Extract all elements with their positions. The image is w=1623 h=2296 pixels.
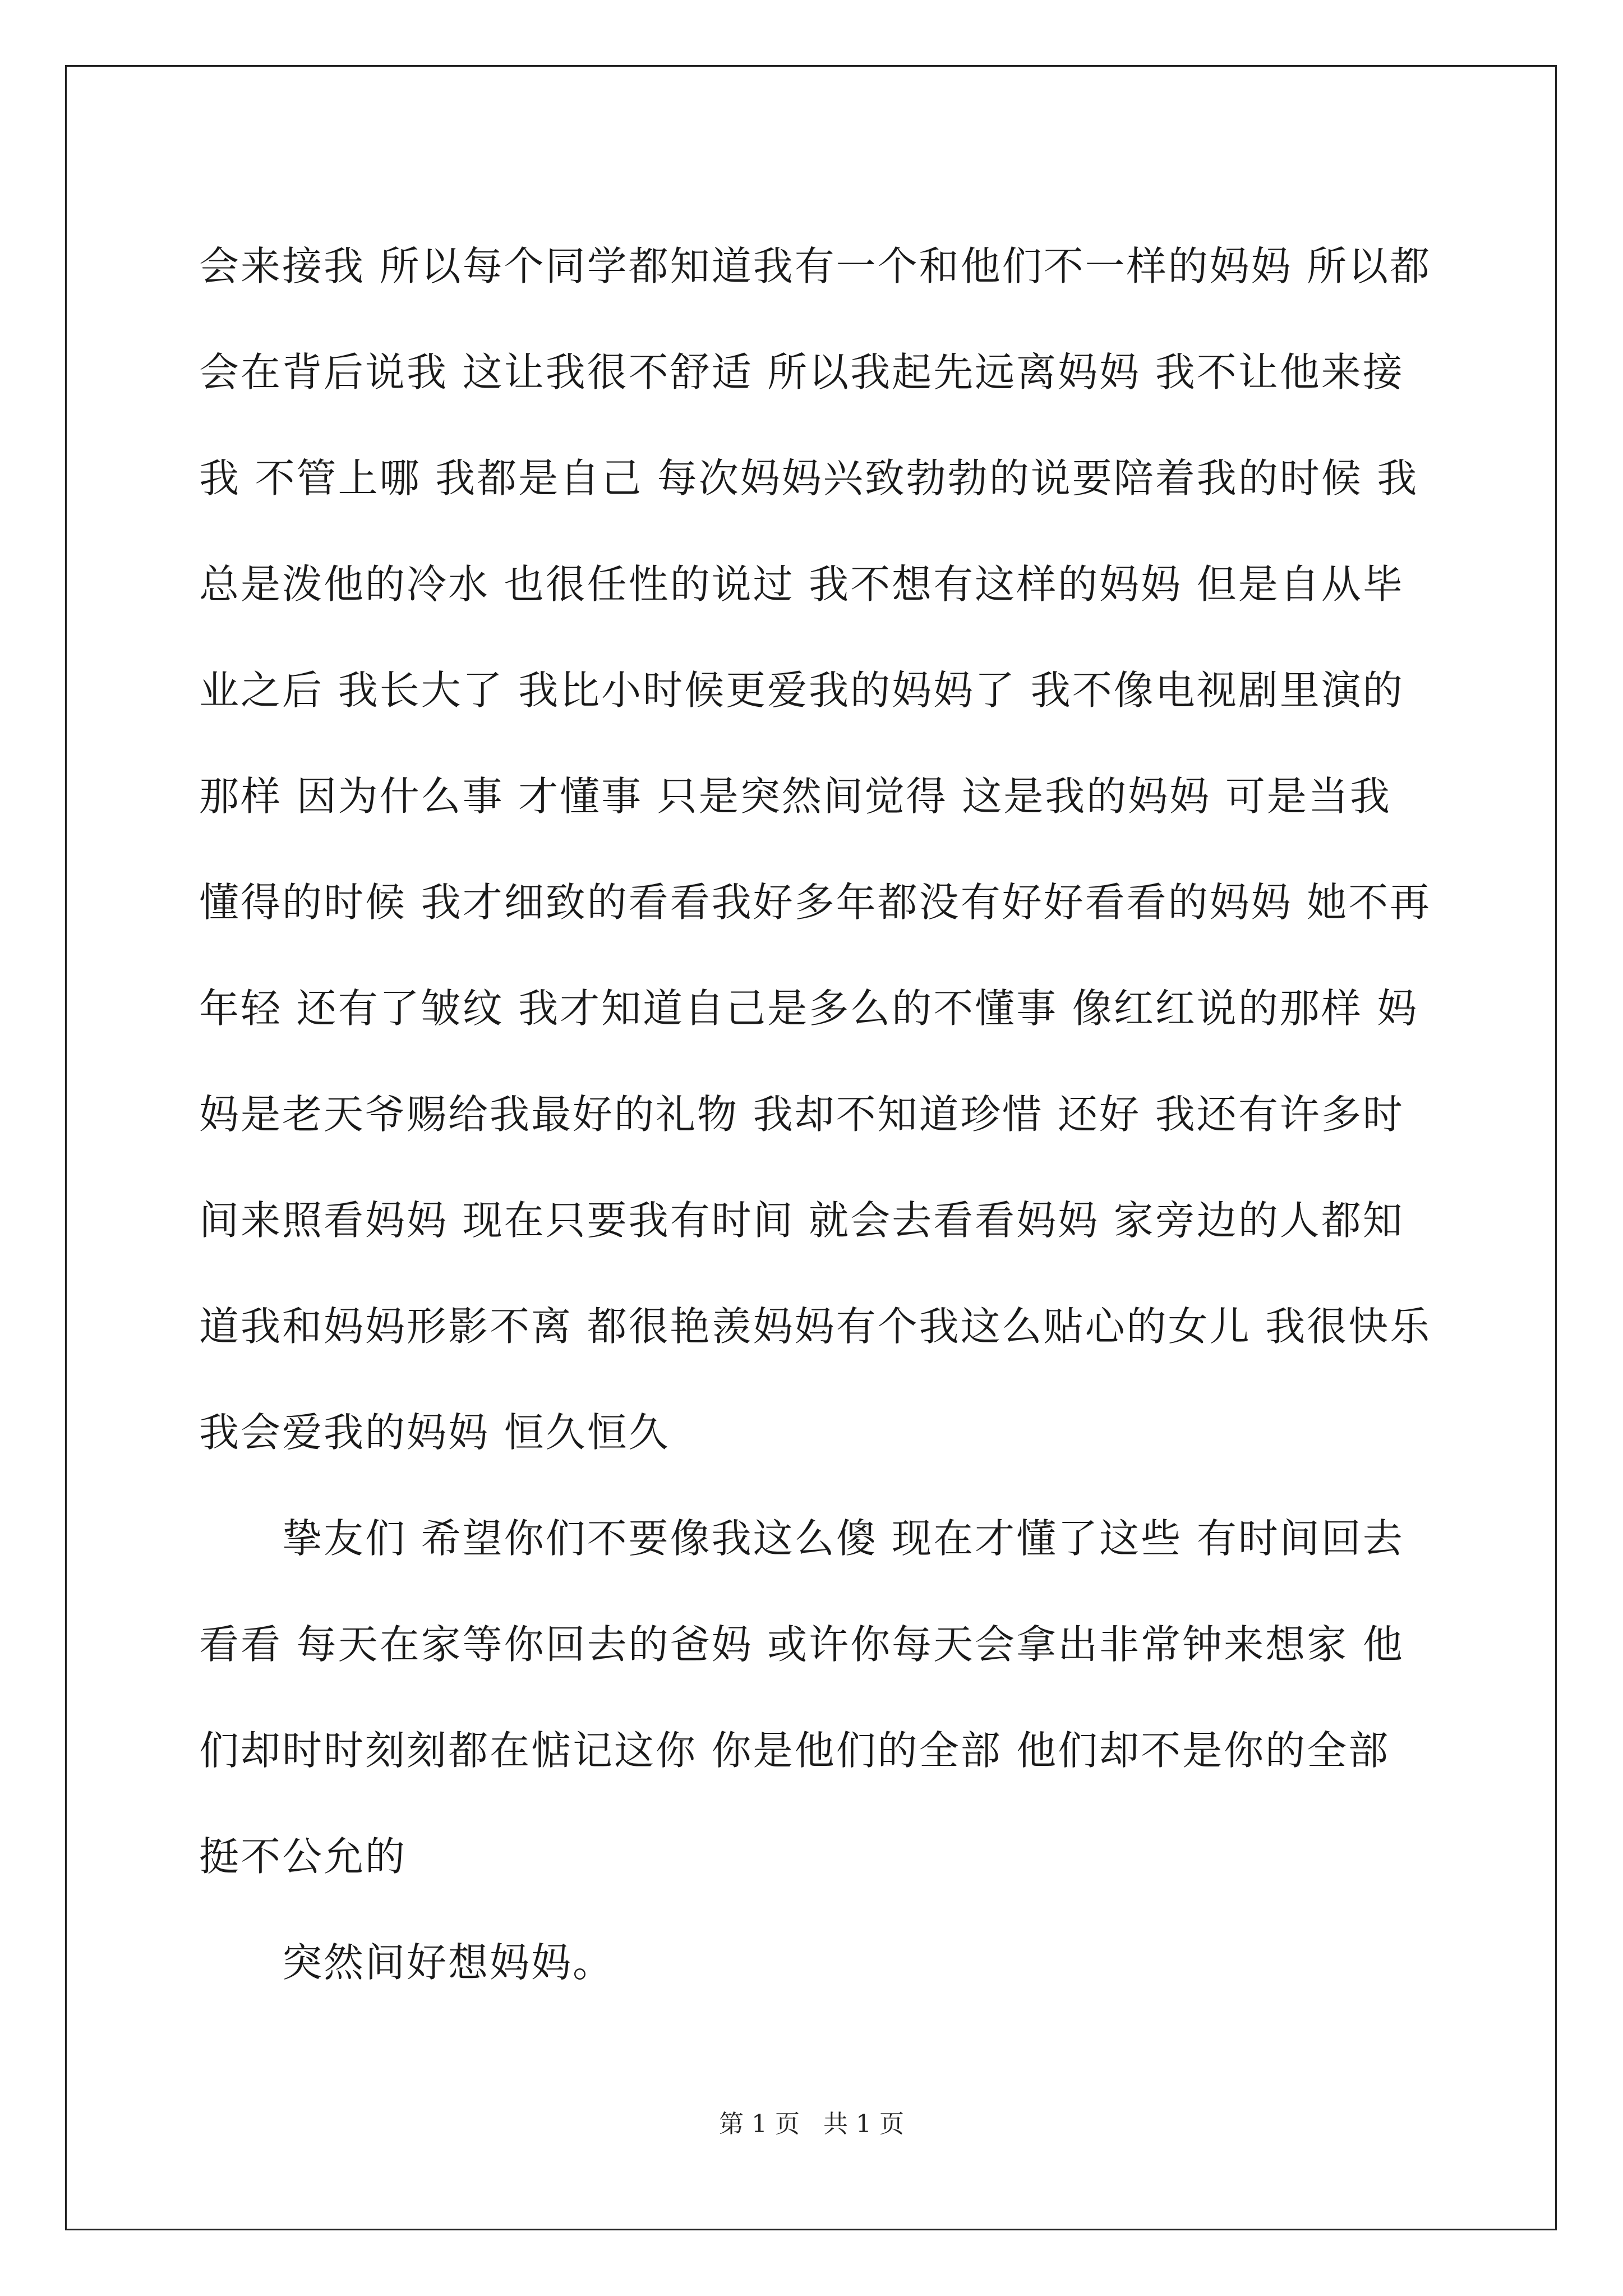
paragraph-1-line-8: 年轻 还有了皱纹 我才知道自己是多么的不懂事 像红红说的那样 妈 [199, 985, 1419, 1032]
paragraph-1-line-7: 懂得的时候 我才细致的看看我好多年都没有好好看看的妈妈 她不再 [199, 879, 1432, 926]
paragraph-1-line-9: 妈是老天爷赐给我最好的礼物 我却不知道珍惜 还好 我还有许多时 [199, 1091, 1404, 1138]
paragraph-1-line-12: 我会爱我的妈妈 恒久恒久 [199, 1409, 670, 1456]
page-number-footer: 第 1 页 共 1 页 [719, 2110, 904, 2138]
paragraph-1-line-5: 业之后 我长大了 我比小时候更爱我的妈妈了 我不像电视剧里演的 [199, 667, 1404, 714]
document-body [199, 213, 1432, 2016]
paragraph-2-line-1: 挚友们 希望你们不要像我这么傻 现在才懂了这些 有时间回去 [282, 1515, 1404, 1562]
paragraph-1-line-4: 总是泼他的冷水 也很任性的说过 我不想有这样的妈妈 但是自从毕 [199, 561, 1404, 608]
paragraph-1-line-11: 道我和妈妈形影不离 都很艳羡妈妈有个我这么贴心的女儿 我很快乐 [199, 1303, 1432, 1350]
paragraph-3-line-1: 突然间好想妈妈。 [282, 1939, 615, 1986]
paragraph-2-line-2: 看看 每天在家等你回去的爸妈 或许你每天会拿出非常钟来想家 他 [199, 1621, 1404, 1668]
paragraph-2-line-3: 们却时时刻刻都在惦记这你 你是他们的全部 他们却不是你的全部 [199, 1727, 1390, 1774]
paragraph-1-line-2: 会在背后说我 这让我很不舒适 所以我起先远离妈妈 我不让他来接 [199, 349, 1404, 395]
paragraph-1-line-10: 间来照看妈妈 现在只要我有时间 就会去看看妈妈 家旁边的人都知 [199, 1197, 1404, 1244]
paragraph-1-line-6: 那样 因为什么事 才懂事 只是突然间觉得 这是我的妈妈 可是当我 [199, 773, 1391, 820]
paragraph-1-line-1: 会来接我 所以每个同学都知道我有一个和他们不一样的妈妈 所以都 [199, 243, 1432, 289]
paragraph-2-line-4: 挺不公允的 [199, 1833, 407, 1880]
paragraph-1-line-3: 我 不管上哪 我都是自己 每次妈妈兴致勃勃的说要陪着我的时候 我 [199, 455, 1419, 501]
